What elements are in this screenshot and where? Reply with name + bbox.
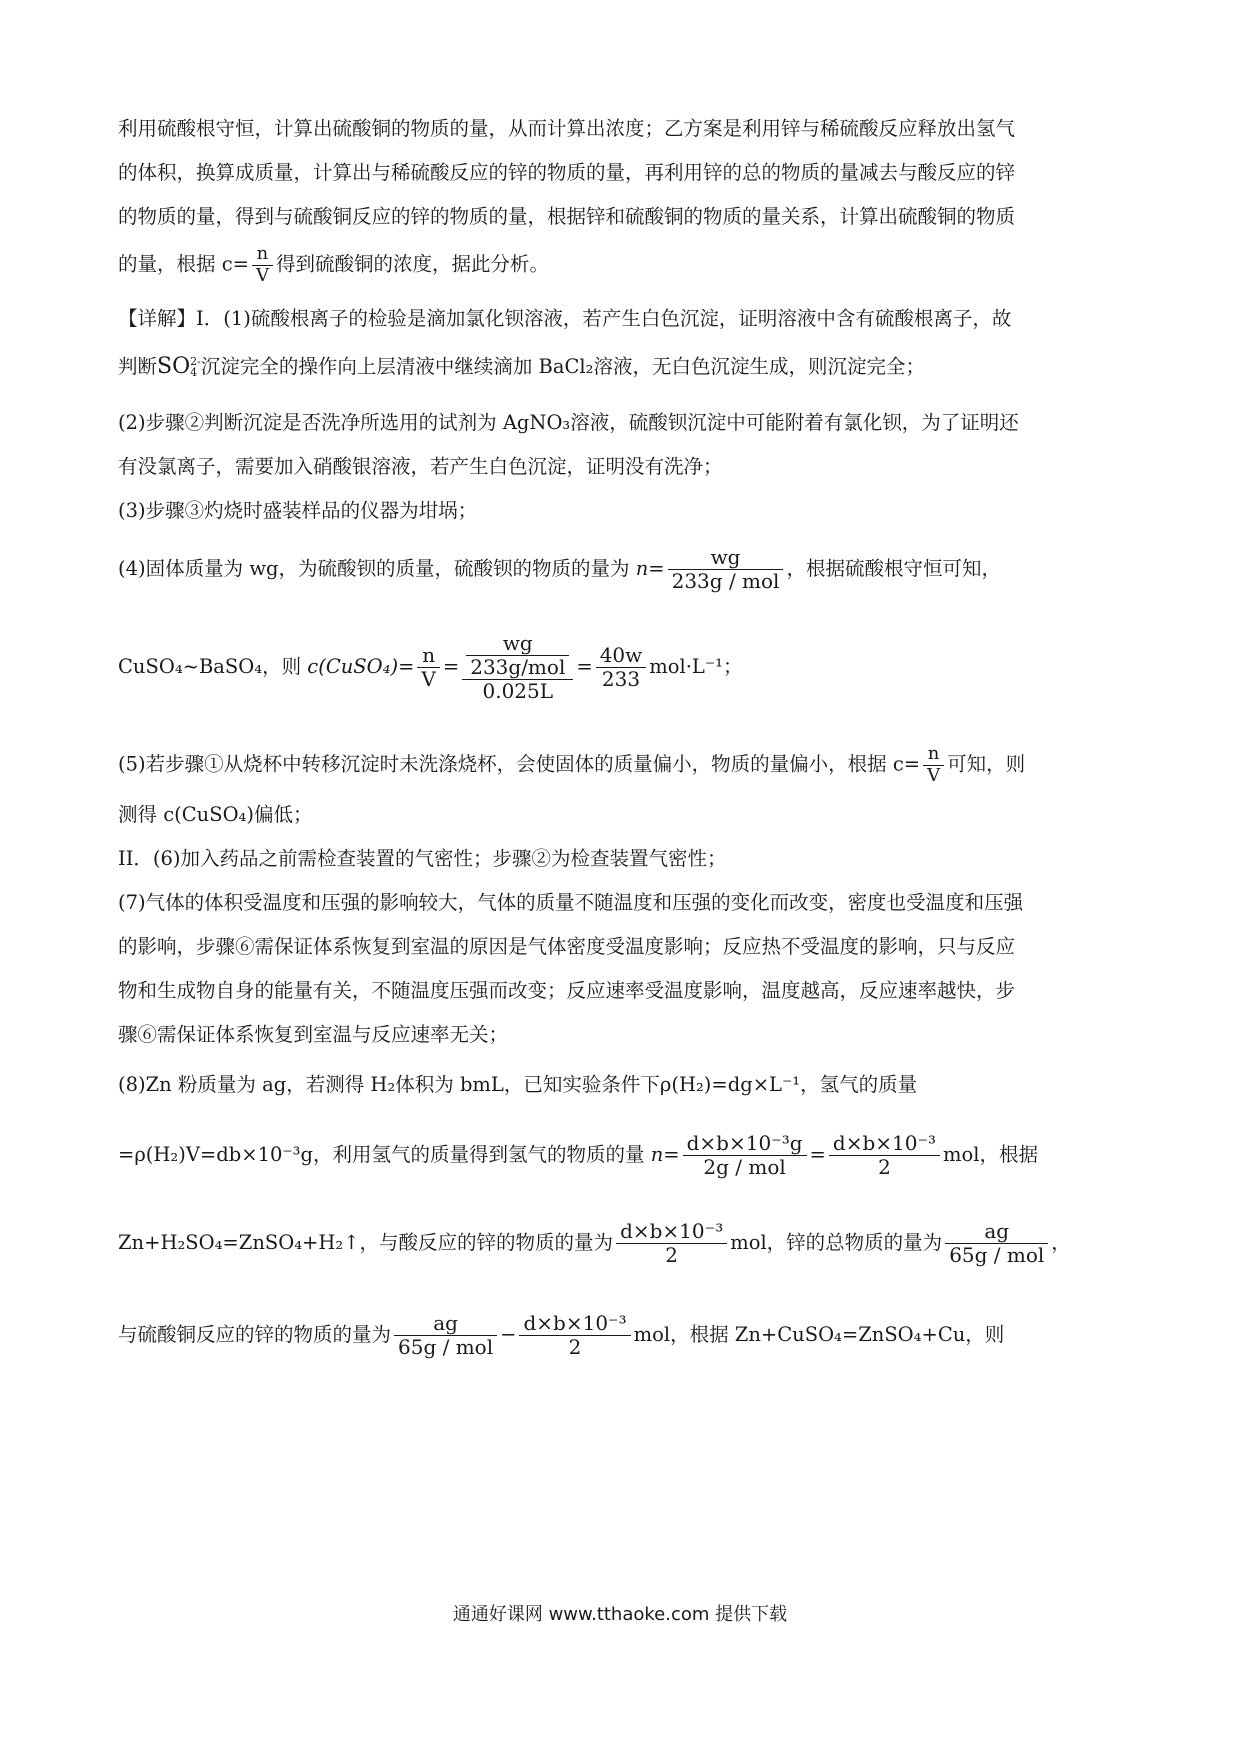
fraction-n-over-v: $\frac{n}{V}$ bbox=[417, 644, 439, 691]
fraction-zn-acid: $\frac{\text{d×b×10⁻³}}{2}$ bbox=[616, 1220, 727, 1267]
page-footer: 通通好课网 www.tthaoke.com 提供下载 bbox=[452, 1604, 788, 1625]
text-line: =ρ(H₂)V=db×10⁻³g，利用氢气的质量得到氢气的物质的量 n= $\frac{\text{d×b×10⁻³g}}{\text{2g / mol}}$ = $\frac{\text{d×b×10⁻³}}{2}$ mol，根据 bbox=[118, 1131, 1039, 1179]
fraction-n-over-v: $\frac{n}{V}$ bbox=[923, 744, 944, 786]
fraction-wg: $\frac{wg}{\text{233g / mol}}$ bbox=[668, 546, 784, 593]
text-line: (2)步骤②判断沉淀是否洗净所选用的试剂为 AgNO₃溶液，硫酸钡沉淀中可能附着有氯化钡，为了证明还 bbox=[118, 411, 1019, 434]
text-line: 与硫酸铜反应的锌的物质的量为 $\frac{ag}{\text{65g / mol}}$ − $\frac{\text{d×b×10⁻³}}{2}$ mol，根据 Zn+CuSO₄=ZnSO₄+Cu，则 bbox=[118, 1311, 1005, 1359]
text-line: 的体积，换算成质量，计算出与稀硫酸反应的锌的物质的量，再利用锌的总的物质的量减去与酸反应的锌 bbox=[118, 161, 1016, 184]
text-line: (4)固体质量为 wg，为硫酸钡的质量，硫酸钡的物质的量为 n= $\frac{wg}{\text{233g / mol}}$ ，根据硫酸根守恒可知， bbox=[118, 545, 1001, 593]
text-line: (5)若步骤①从烧杯中转移沉淀时未洗涤烧杯，会使固体的质量偏小，物质的量偏小，根据 c= $\frac{n}{V}$ 可知，则 bbox=[118, 743, 1026, 786]
fraction-hydrogen-moles: $\frac{\text{d×b×10⁻³}}{2}$ bbox=[829, 1132, 940, 1179]
text-line: 利用硫酸根守恒，计算出硫酸铜的物质的量，从而计算出浓度；乙方案是利用锌与稀硫酸反应释放出氢气 bbox=[118, 117, 1016, 140]
text-line: 的影响，步骤⑥需保证体系恢复到室温的原因是气体密度受温度影响；反应热不受温度的影响，只与反应 bbox=[118, 935, 1016, 958]
text-line: (8)Zn 粉质量为 ag，若测得 H₂体积为 bmL，已知实验条件下ρ(H₂)=dg×L⁻¹，氢气的质量 bbox=[118, 1073, 918, 1096]
fraction-hydrogen-mass: $\frac{\text{d×b×10⁻³g}}{\text{2g / mol}}$ bbox=[683, 1132, 807, 1179]
text-line: 判断SO 2- 4 沉淀完全的操作向上层清液中继续滴加 BaCl₂溶液，无白色沉淀生成，则沉淀完全； bbox=[118, 354, 925, 379]
text-line: Zn+H₂SO₄=ZnSO₄+H₂↑，与酸反应的锌的物质的量为 $\frac{\text{d×b×10⁻³}}{2}$ mol，锌的总物质的量为 $\frac{ag}{\text{65g / mol}}$ ， bbox=[118, 1219, 1071, 1267]
text-line: 物和生成物自身的能量有关，不随温度压强而改变；反应速率受温度影响，温度越高，反应速率越快，步 bbox=[118, 979, 1016, 1002]
fraction-n-over-v: $\frac{n}{V}$ bbox=[252, 244, 273, 286]
text-line: 的量，根据 c= $\frac{n}{V}$ 得到硫酸铜的浓度，据此分析。 bbox=[118, 243, 549, 286]
fraction-zn-total: $\frac{ag}{\text{65g / mol}}$ bbox=[945, 1220, 1048, 1267]
text-line: (3)步骤③灼烧时盛装样品的仪器为坩埚； bbox=[118, 499, 478, 522]
fraction-zn-acid: $\frac{\text{d×b×10⁻³}}{2}$ bbox=[519, 1312, 630, 1359]
text-line: 有没氯离子，需要加入硝酸银溶液，若产生白色沉淀，证明没有洗净； bbox=[118, 455, 723, 478]
text-line: (7)气体的体积受温度和压强的影响较大，气体的质量不随温度和压强的变化而改变，密度也受温度和压强 bbox=[118, 891, 1024, 914]
text-line: 【详解】I．(1)硫酸根离子的检验是滴加氯化钡溶液，若产生白色沉淀，证明溶液中含有硫酸根离子，故 bbox=[118, 307, 1012, 330]
fraction-40w: $\frac{40w}{233}$ bbox=[596, 644, 647, 691]
fraction-zn-total: $\frac{ag}{\text{65g / mol}}$ bbox=[394, 1312, 497, 1359]
text-line: 的物质的量，得到与硫酸铜反应的锌的物质的量，根据锌和硫酸铜的物质的量关系，计算出硫酸铜的物质 bbox=[118, 205, 1016, 228]
text-line: II．(6)加入药品之前需检查装置的气密性；步骤②为检查装置气密性； bbox=[118, 847, 727, 870]
text-line: CuSO₄~BaSO₄，则 c(CuSO₄)= $\frac{n}{V}$ = $\frac{\frac{wg}{\text{233g/mol}}}{0.025L}$ = $\frac{40w}{233}$ mol·L⁻¹； bbox=[118, 631, 743, 703]
text-line: 骤⑥需保证体系恢复到室温与反应速率无关； bbox=[118, 1023, 509, 1046]
text-line: 测得 c(CuSO₄)偏低； bbox=[118, 803, 313, 826]
sulfate-ion-formula: SO 2- 4 bbox=[157, 354, 201, 379]
nested-fraction: $\frac{\frac{wg}{\text{233g/mol}}}{0.025L}$ bbox=[462, 632, 573, 703]
